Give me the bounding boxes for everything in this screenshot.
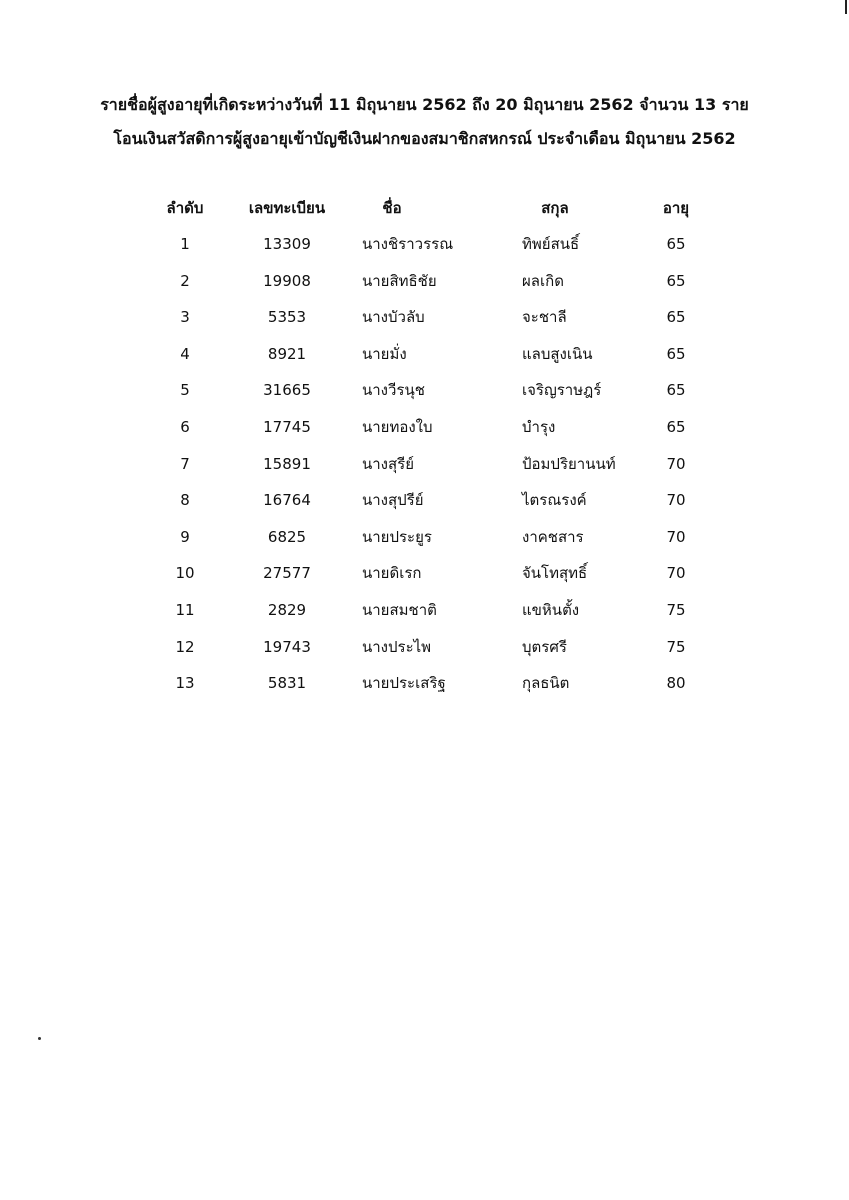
row-name: นายประยูร [362,528,432,546]
row-index: 11 [175,601,195,619]
row-name: นางสุปรีย์ [362,491,424,509]
document-title-line-1: รายชื่อผู้สูงอายุที่เกิดระหว่างวันที่ 11 มิถุนายน 2562 ถึง 20 มิถุนายน 2562 จำนวน 13 ราย [100,95,749,114]
row-age: 65 [666,272,686,290]
row-registration: 31665 [263,381,311,399]
row-registration: 5831 [267,674,307,692]
row-registration: 19908 [263,272,311,290]
scan-edge-mark [845,0,847,14]
row-name: นายดิเรก [362,564,422,582]
row-index: 8 [180,491,190,509]
row-index: 7 [180,455,190,473]
row-registration: 2829 [267,601,307,619]
row-surname: จะชาลี [522,308,567,326]
row-surname: ทิพย์สนธิ์ [522,235,580,253]
row-name: นายมั่ง [362,345,407,363]
row-age: 70 [666,455,686,473]
row-registration: 8921 [267,345,307,363]
row-name: นางสุรีย์ [362,455,415,473]
row-registration: 13309 [263,235,311,253]
row-age: 65 [666,418,686,436]
row-surname: งาคชสาร [522,528,584,546]
row-age: 75 [666,601,686,619]
row-index: 12 [175,638,195,656]
header-age: อายุ [662,199,690,217]
header-name: ชื่อ [382,199,402,217]
row-index: 6 [180,418,190,436]
row-surname: ไตรณรงค์ [522,491,587,509]
row-age: 70 [666,528,686,546]
header-surname: สกุล [541,199,569,217]
row-surname: แขหินตั้ง [522,601,580,619]
row-name: นางประไพ [362,638,432,656]
row-index: 9 [180,528,190,546]
row-surname: แลบสูงเนิน [522,345,593,363]
row-age: 70 [666,564,686,582]
row-index: 10 [175,564,195,582]
row-index: 2 [180,272,190,290]
row-surname: บุตรศรี [522,638,567,656]
header-index: ลำดับ [166,199,204,217]
row-name: นายประเสริฐ [362,674,446,692]
row-name: นางบัวลับ [362,308,425,326]
row-age: 80 [666,674,686,692]
row-index: 13 [175,674,195,692]
row-index: 3 [180,308,190,326]
row-surname: กุลธนิต [522,674,570,692]
row-surname: บำรุง [522,418,556,436]
row-registration: 5353 [267,308,307,326]
row-name: นายสิทธิชัย [362,272,437,290]
row-age: 75 [666,638,686,656]
row-surname: เจริญราษฎร์ [522,381,602,399]
row-age: 65 [666,381,686,399]
row-index: 5 [180,381,190,399]
row-registration: 19743 [263,638,311,656]
row-registration: 6825 [267,528,307,546]
row-age: 65 [666,345,686,363]
row-surname: จันโทสุทธิ์ [522,564,588,582]
row-name: นางวีรนุช [362,381,425,399]
row-name: นางชิราวรรณ [362,235,454,253]
row-registration: 15891 [263,455,311,473]
row-surname: ป้อมปริยานนท์ [522,455,616,473]
row-index: 1 [180,235,190,253]
row-name: นายสมชาติ [362,601,437,619]
row-registration: 16764 [263,491,311,509]
row-registration: 27577 [263,564,311,582]
row-age: 65 [666,235,686,253]
row-name: นายทองใบ [362,418,433,436]
scan-speck [38,1037,41,1040]
header-registration: เลขทะเบียน [248,199,326,217]
row-age: 70 [666,491,686,509]
row-age: 65 [666,308,686,326]
row-surname: ผลเกิด [522,272,564,290]
document-title-line-2: โอนเงินสวัสดิการผู้สูงอายุเข้าบัญชีเงินฝากของสมาชิกสหกรณ์ ประจำเดือน มิถุนายน 2562 [113,129,736,148]
row-registration: 17745 [263,418,311,436]
row-index: 4 [180,345,190,363]
